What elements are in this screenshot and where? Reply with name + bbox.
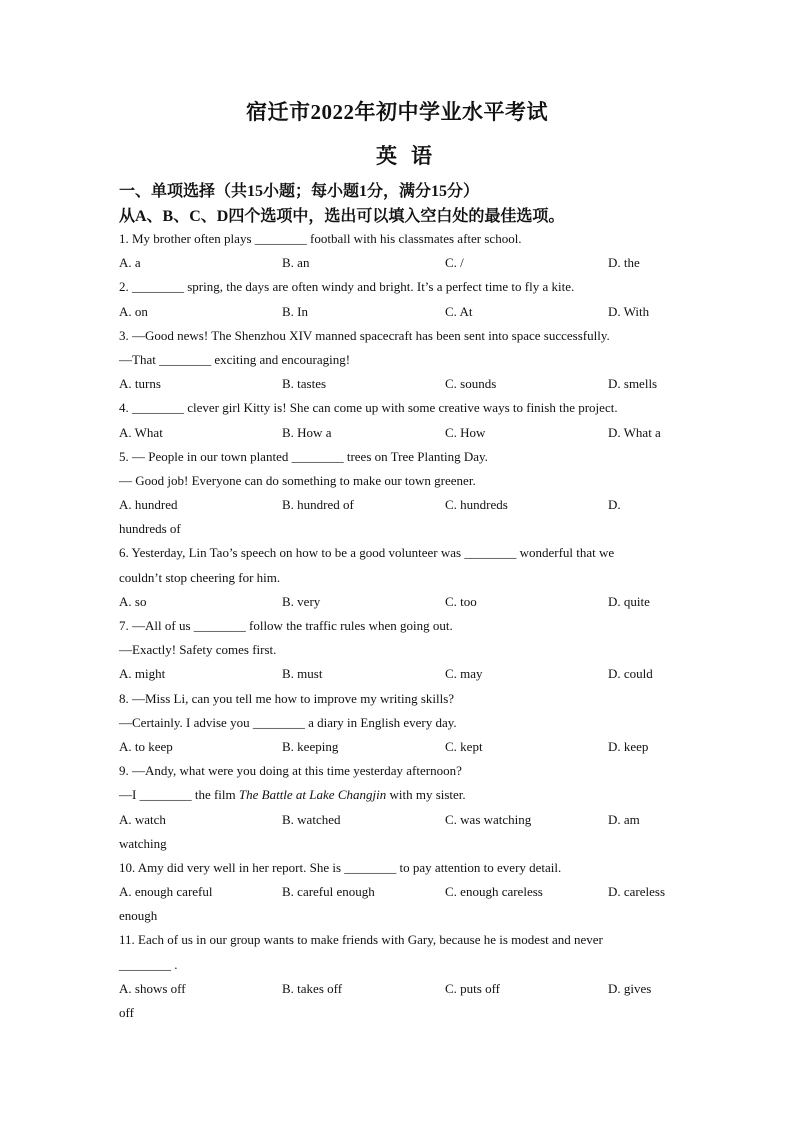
question-10 xyxy=(119,856,679,929)
subject-title: 英语 xyxy=(376,144,446,168)
question-4 xyxy=(119,396,679,444)
question-2 xyxy=(119,275,679,323)
option-a: A. on xyxy=(119,303,148,319)
question-text: 4. ________ clever girl Kitty is! She can come up with some creative ways to finish the project. xyxy=(119,400,618,416)
option-d: D. careless xyxy=(608,884,666,900)
option-d-wrap: enough xyxy=(119,908,158,924)
option-b: B. keeping xyxy=(282,738,339,754)
question-1 xyxy=(119,227,679,275)
question-text: couldn’t stop cheering for him. xyxy=(119,569,281,585)
question-text: 8. —Miss Li, can you tell me how to improve my writing skills? xyxy=(119,690,455,706)
option-c: C. At xyxy=(445,303,473,319)
option-c: C. / xyxy=(445,255,464,271)
question-text: —That ________ exciting and encouraging! xyxy=(119,351,351,367)
option-b: B. must xyxy=(282,666,323,682)
option-d: D. quite xyxy=(608,593,650,609)
option-c: C. was watching xyxy=(445,811,532,827)
options-row xyxy=(119,662,679,686)
question-8 xyxy=(119,687,679,760)
option-a: A. hundred xyxy=(119,497,178,513)
option-d: D. gives xyxy=(608,980,652,996)
question-11 xyxy=(119,928,679,1025)
question-6 xyxy=(119,541,679,614)
question-text: 7. —All of us ________ follow the traffic rules when going out. xyxy=(119,618,453,633)
question-text: 9. —Andy, what were you doing at this time yesterday afternoon? xyxy=(119,763,462,779)
question-9 xyxy=(119,759,679,856)
answer-prefix: —I ________ the film xyxy=(119,787,239,803)
question-7 xyxy=(119,614,679,687)
options-row xyxy=(119,880,679,904)
question-text: 1. My brother often plays ________ football with his classmates after school. xyxy=(119,231,522,246)
option-a: A. shows off xyxy=(119,980,186,996)
option-b: B. How a xyxy=(282,424,332,440)
option-b: B. takes off xyxy=(282,980,343,996)
section-instruction: 从A、B、C、D四个选项中，选出可以填入空白处的最佳选项。 xyxy=(119,208,565,225)
option-a: A. to keep xyxy=(119,738,173,754)
option-b: B. careful enough xyxy=(282,884,375,900)
option-c: C. enough careless xyxy=(445,884,543,900)
option-a: A. a xyxy=(119,255,141,271)
option-c: C. sounds xyxy=(445,376,497,392)
option-d-wrap: hundreds of xyxy=(119,521,181,537)
option-a: A. enough careful xyxy=(119,884,213,900)
question-text: —Exactly! Safety comes first. xyxy=(119,642,277,658)
option-b: B. watched xyxy=(282,811,341,827)
section-heading: 一、单项选择（共15小题；每小题1分，满分15分） xyxy=(119,183,480,200)
option-a: A. turns xyxy=(119,376,161,392)
option-b: B. an xyxy=(282,255,310,271)
question-5 xyxy=(119,445,679,542)
answer-suffix: with my sister. xyxy=(386,787,466,803)
option-a: A. What xyxy=(119,424,163,440)
option-c: C. puts off xyxy=(445,980,501,996)
option-b: B. tastes xyxy=(282,376,327,392)
option-d: D. am xyxy=(608,811,640,827)
option-c: C. too xyxy=(445,593,477,609)
option-d: D. the xyxy=(608,255,640,271)
options-row xyxy=(119,493,679,517)
exam-title: 宿迁市2022年初中学业水平考试 xyxy=(246,100,548,124)
question-list xyxy=(119,227,679,1025)
options-row xyxy=(119,590,679,614)
option-b: B. In xyxy=(282,303,308,319)
options-row xyxy=(119,735,679,759)
option-d-wrap: watching xyxy=(119,835,167,851)
option-a: A. watch xyxy=(119,811,166,827)
film-title: The Battle at Lake Changjin xyxy=(238,787,387,803)
question-text xyxy=(119,783,679,807)
options-row xyxy=(119,808,679,832)
option-d: D. keep xyxy=(608,738,649,754)
options-row xyxy=(119,372,679,396)
option-d: D. With xyxy=(608,303,650,319)
options-row xyxy=(119,251,679,275)
options-row xyxy=(119,300,679,324)
options-row xyxy=(119,421,679,445)
option-d: D. What a xyxy=(608,424,661,440)
option-b: B. very xyxy=(282,593,321,609)
question-text: 6. Yesterday, Lin Tao’s speech on how to be a good volunteer was ________ wonderful that we xyxy=(119,545,615,561)
option-d: D. xyxy=(608,497,621,513)
option-c: C. How xyxy=(445,424,486,440)
option-a: A. might xyxy=(119,666,166,682)
option-d-wrap: off xyxy=(119,1005,134,1020)
option-b: B. hundred of xyxy=(282,497,354,513)
option-c: C. may xyxy=(445,666,483,682)
option-c: C. kept xyxy=(445,738,483,754)
question-text: 11. Each of us in our group wants to make friends with Gary, because he is modest and never xyxy=(119,932,603,948)
option-c: C. hundreds xyxy=(445,497,508,513)
question-text: 5. — People in our town planted ________ trees on Tree Planting Day. xyxy=(119,448,488,464)
question-text: 3. —Good news! The Shenzhou XIV manned spacecraft has been sent into space successfully. xyxy=(119,327,610,343)
question-text: ________ . xyxy=(119,956,178,972)
option-a: A. so xyxy=(119,593,147,609)
option-d: D. could xyxy=(608,666,653,682)
question-text: 10. Amy did very well in her report. She is ________ to pay attention to every detail. xyxy=(119,859,562,875)
question-3 xyxy=(119,324,679,397)
option-d: D. smells xyxy=(608,376,658,392)
question-text: 2. ________ spring, the days are often windy and bright. It’s a perfect time to fly a kite. xyxy=(119,279,575,295)
question-text: — Good job! Everyone can do something to make our town greener. xyxy=(119,472,476,488)
question-text: —Certainly. I advise you ________ a diary in English every day. xyxy=(119,714,457,730)
options-row xyxy=(119,977,679,1001)
